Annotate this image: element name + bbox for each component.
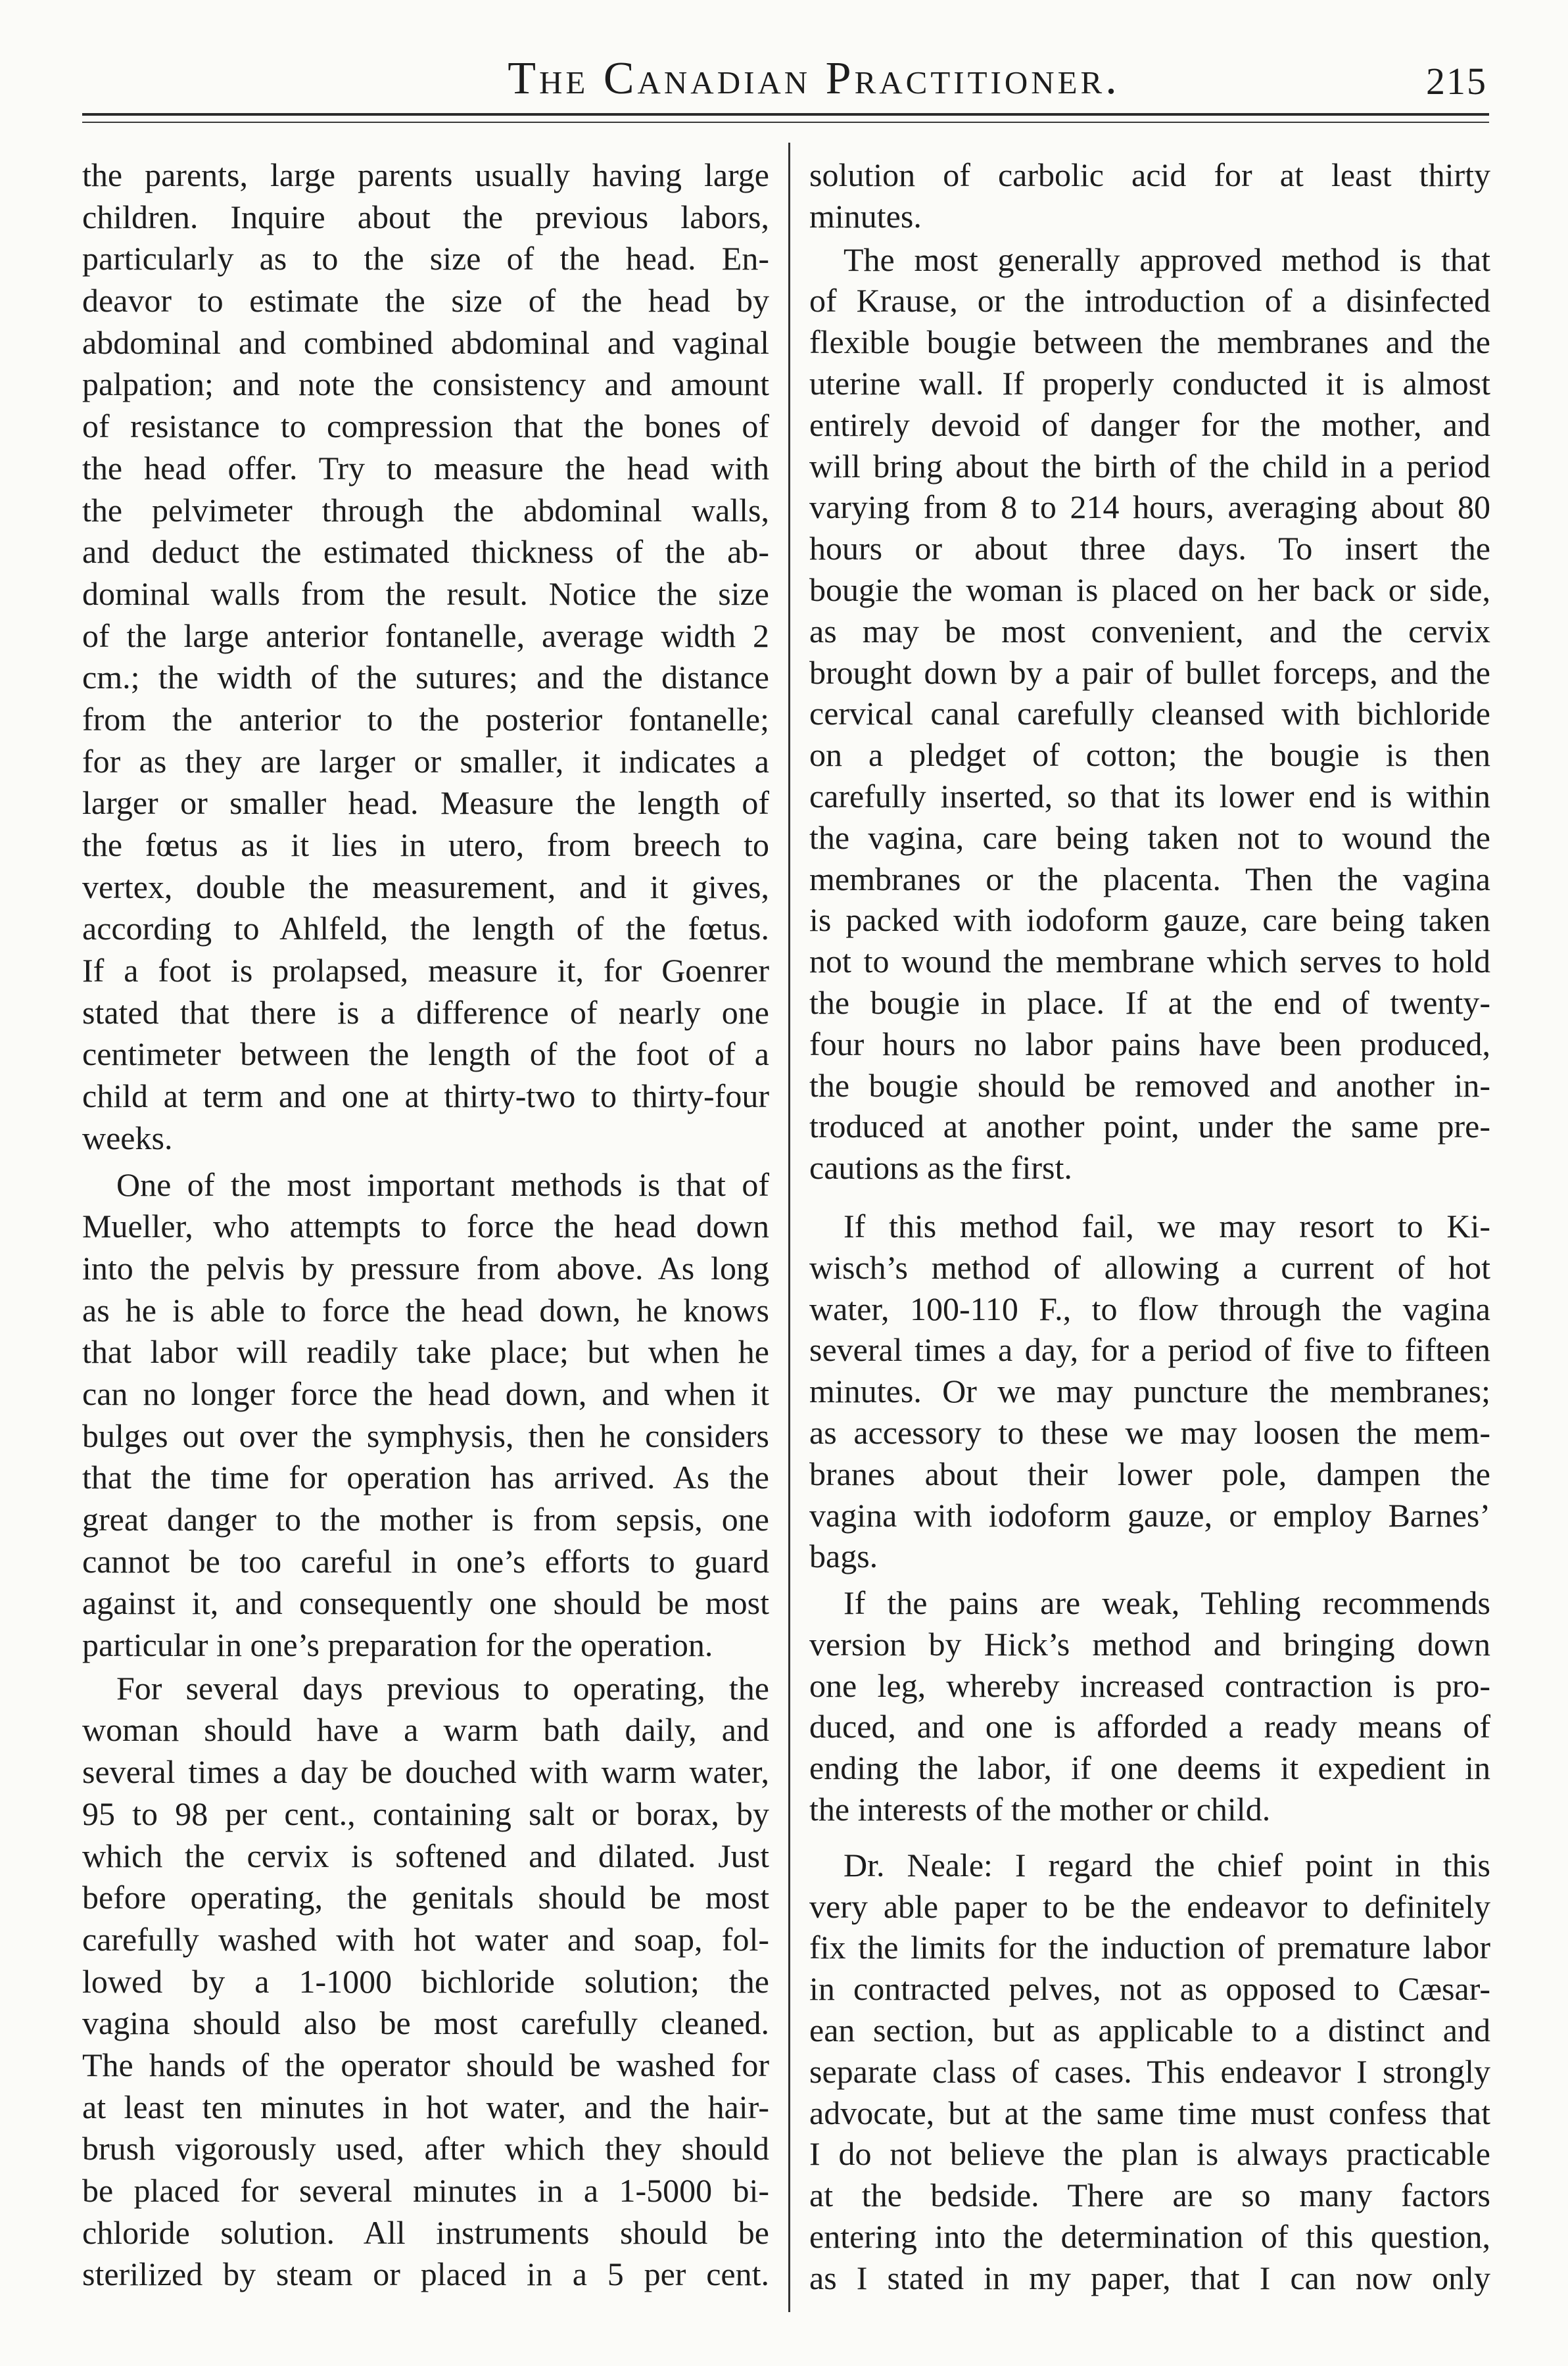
- text-line: the parents, large parents usually having large: [82, 156, 769, 193]
- text-line: bougie the woman is placed on her back or side,: [809, 571, 1490, 608]
- header-rule-thick: [82, 113, 1489, 116]
- text-line: great danger to the mother is from sepsis, one: [82, 1501, 769, 1538]
- text-line: carefully washed with hot water and soap, fol-: [82, 1920, 769, 1958]
- text-line: For several days previous to operating, the: [116, 1669, 769, 1707]
- text-line: and deduct the estimated thickness of the ab-: [82, 533, 769, 571]
- text-line: wisch’s method of allowing a current of hot: [809, 1248, 1490, 1286]
- text-line: branes about their lower pole, dampen the: [809, 1455, 1490, 1492]
- paragraph: [82, 154, 769, 1160]
- text-line: carefully inserted, so that its lower end is within: [809, 777, 1490, 815]
- text-line: ean section, but as applicable to a distinct and: [809, 2012, 1490, 2049]
- text-line: bags.: [809, 1538, 878, 1575]
- text-line: dominal walls from the result. Notice the size: [82, 575, 769, 612]
- text-line: cervical canal carefully cleansed with bichloride: [809, 695, 1490, 732]
- text-line: can no longer force the head down, and when it: [82, 1375, 769, 1412]
- text-line: very able paper to be the endeavor to definitely: [809, 1887, 1490, 1925]
- running-title: The Canadian Practitioner.: [508, 53, 1120, 104]
- text-line: cannot be too careful in one’s efforts to guard: [82, 1542, 769, 1580]
- text-line: into the pelvis by pressure from above. As long: [82, 1249, 769, 1287]
- text-line: The most generally approved method is that: [843, 241, 1490, 278]
- text-line: uterine wall. If properly conducted it is almost: [809, 364, 1490, 402]
- right-column: [809, 154, 1490, 2299]
- text-line: separate class of cases. This endeavor I strongly: [809, 2052, 1490, 2090]
- text-line: hours or about three days. To insert the: [809, 530, 1490, 567]
- text-line: the interests of the mother or child.: [809, 1791, 1271, 1828]
- text-line: as he is able to force the head down, he knows: [82, 1291, 769, 1329]
- text-line: If a foot is prolapsed, measure it, for Goenrer: [82, 952, 769, 989]
- text-line: is packed with iodoform gauze, care being taken: [809, 901, 1490, 939]
- text-line: palpation; and note the consistency and amount: [82, 366, 769, 403]
- text-line: cautions as the first.: [809, 1149, 1072, 1187]
- text-line: as may be most convenient, and the cervix: [809, 612, 1490, 650]
- text-line: the head offer. Try to measure the head with: [82, 449, 769, 486]
- text-line: of Krause, or the introduction of a disinfected: [809, 282, 1490, 319]
- text-line: the vagina, care being taken not to wound the: [809, 818, 1490, 856]
- text-line: at the bedside. There are so many factors: [809, 2177, 1490, 2214]
- paragraph: [809, 1206, 1490, 1577]
- text-line: 95 to 98 per cent., containing salt or borax, by: [82, 1795, 769, 1832]
- text-line: not to wound the membrane which serves to hold: [809, 943, 1490, 980]
- text-line: of resistance to compression that the bones of: [82, 408, 769, 445]
- text-line: several times a day be douched with warm water,: [82, 1753, 769, 1791]
- text-line: as accessory to these we may loosen the mem-: [809, 1413, 1490, 1451]
- text-line: I do not believe the plan is always practicable: [809, 2135, 1490, 2173]
- text-line: If the pains are weak, Tehling recommends: [843, 1584, 1490, 1622]
- text-line: lowed by a 1-1000 bichloride solution; the: [82, 1962, 769, 2000]
- text-line: water, 100-110 F., to flow through the vagina: [809, 1290, 1490, 1327]
- text-line: of the large anterior fontanelle, average width 2: [82, 617, 769, 654]
- text-line: particularly as to the size of the head. En-: [82, 240, 769, 277]
- text-line: Mueller, who attempts to force the head down: [82, 1208, 769, 1245]
- text-line: membranes or the placenta. Then the vagina: [809, 860, 1490, 897]
- text-line: child at term and one at thirty-two to thirty-four: [82, 1077, 769, 1115]
- text-line: cm.; the width of the sutures; and the distance: [82, 659, 769, 696]
- text-line: children. Inquire about the previous labors,: [82, 198, 769, 235]
- text-line: ending the labor, if one deems it expedient in: [809, 1749, 1490, 1787]
- text-line: that the time for operation has arrived. As the: [82, 1459, 769, 1496]
- text-line: abdominal and combined abdominal and vaginal: [82, 323, 769, 361]
- text-line: before operating, the genitals should be most: [82, 1879, 769, 1916]
- text-line: in contracted pelves, not as opposed to Cæsar-: [809, 1970, 1490, 2008]
- paragraph: [82, 1164, 769, 1667]
- text-line: larger or smaller head. Measure the length of: [82, 784, 769, 822]
- text-line: be placed for several minutes in a 1-5000 bi-: [82, 2172, 769, 2209]
- text-line: The hands of the operator should be washed for: [82, 2046, 769, 2083]
- text-line: vertex, double the measurement, and it gives,: [82, 868, 769, 905]
- header-rule-thin: [82, 122, 1489, 123]
- text-line: If this method fail, we may resort to Ki-: [843, 1207, 1490, 1244]
- text-line: minutes.: [809, 197, 922, 235]
- text-line: minutes. Or we may puncture the membranes;: [809, 1373, 1490, 1410]
- text-line: centimeter between the length of the foot of a: [82, 1035, 769, 1073]
- text-line: brush vigorously used, after which they should: [82, 2130, 769, 2167]
- left-column: [82, 154, 769, 2296]
- text-line: against it, and consequently one should be most: [82, 1584, 769, 1622]
- text-line: bulges out over the symphysis, then he considers: [82, 1417, 769, 1454]
- text-line: Dr. Neale: I regard the chief point in this: [843, 1846, 1490, 1883]
- text-line: the pelvimeter through the abdominal walls,: [82, 491, 769, 529]
- paragraph: [809, 1845, 1490, 2299]
- text-line: solution of carbolic acid for at least thirty: [809, 156, 1490, 193]
- text-line: one leg, whereby increased contraction is pro-: [809, 1667, 1490, 1704]
- text-line: which the cervix is softened and dilated. Just: [82, 1837, 769, 1874]
- text-line: advocate, but at the same time must confess that: [809, 2094, 1490, 2131]
- text-line: entirely devoid of danger for the mother, and: [809, 406, 1490, 443]
- text-line: duced, and one is afforded a ready means of: [809, 1708, 1490, 1745]
- paragraph: [82, 1668, 769, 2296]
- paragraph: [809, 154, 1490, 237]
- text-line: that labor will readily take place; but when he: [82, 1333, 769, 1371]
- text-line: the bougie in place. If at the end of twenty-: [809, 983, 1490, 1021]
- text-line: the bougie should be removed and another in-: [809, 1066, 1490, 1104]
- text-line: brought down by a pair of bullet forceps, and the: [809, 653, 1490, 691]
- column-divider: [788, 143, 790, 2312]
- text-line: version by Hick’s method and bringing down: [809, 1625, 1490, 1663]
- text-line: the fœtus as it lies in utero, from breech to: [82, 826, 769, 863]
- text-line: several times a day, for a period of five to fifteen: [809, 1331, 1490, 1369]
- text-line: at least ten minutes in hot water, and the hair-: [82, 2088, 769, 2125]
- text-line: flexible bougie between the membranes and the: [809, 323, 1490, 361]
- text-line: varying from 8 to 214 hours, averaging about 80: [809, 488, 1490, 526]
- text-line: particular in one’s preparation for the operation.: [82, 1626, 713, 1664]
- paragraph: [809, 1582, 1490, 1830]
- text-line: sterilized by steam or placed in a 5 per cent.: [82, 2256, 769, 2293]
- text-line: troduced at another point, under the same pre-: [809, 1108, 1490, 1145]
- text-line: chloride solution. All instruments should be: [82, 2213, 769, 2251]
- text-line: woman should have a warm bath daily, and: [82, 1711, 769, 1749]
- paragraph: [809, 239, 1490, 1189]
- text-line: fix the limits for the induction of premature labor: [809, 1929, 1490, 1966]
- text-line: from the anterior to the posterior fontanelle;: [82, 700, 769, 738]
- text-line: weeks.: [82, 1119, 173, 1156]
- page-number: 215: [1426, 60, 1487, 103]
- text-line: vagina should also be most carefully cleaned.: [82, 2004, 769, 2042]
- text-line: for as they are larger or smaller, it indicates a: [82, 742, 769, 780]
- text-line: will bring about the birth of the child in a period: [809, 447, 1490, 485]
- text-line: entering into the determination of this question,: [809, 2218, 1490, 2256]
- text-line: One of the most important methods is that of: [116, 1166, 769, 1203]
- text-line: as I stated in my paper, that I can now only: [809, 2259, 1490, 2296]
- text-line: according to Ahlfeld, the length of the fœtus.: [82, 910, 769, 947]
- text-line: deavor to estimate the size of the head by: [82, 282, 769, 319]
- text-line: vagina with iodoform gauze, or employ Barnes’: [809, 1496, 1490, 1534]
- text-line: stated that there is a difference of nearly one: [82, 993, 769, 1031]
- text-line: four hours no labor pains have been produced,: [809, 1025, 1490, 1062]
- text-line: on a pledget of cotton; the bougie is then: [809, 736, 1490, 774]
